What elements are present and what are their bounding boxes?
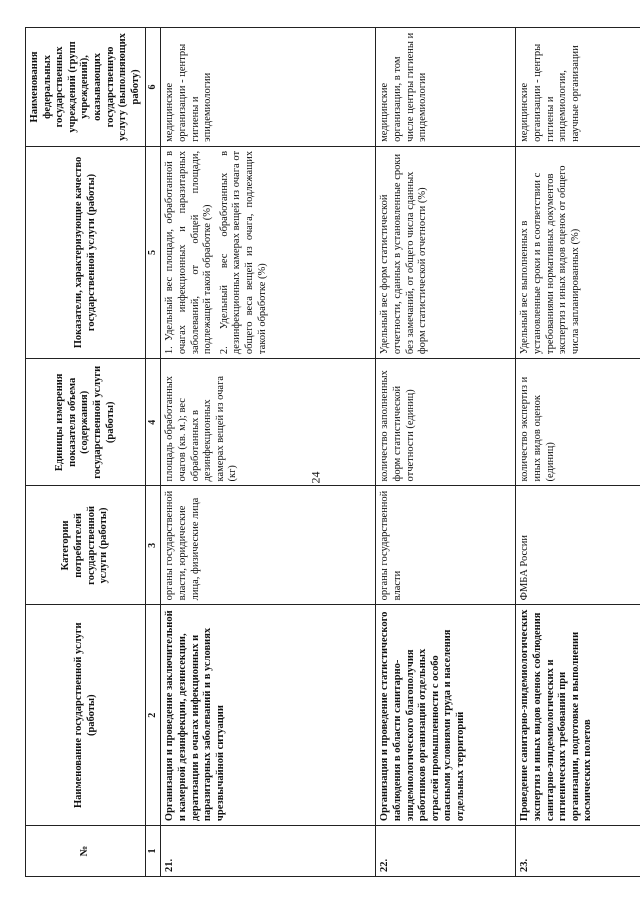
table-row bbox=[161, 28, 376, 877]
column-number: 1 bbox=[146, 826, 161, 877]
header-number: № bbox=[26, 826, 146, 877]
table-row bbox=[376, 28, 516, 877]
row-number: 22. bbox=[376, 826, 516, 877]
institutions: медицинские организации - центры гигиены и эпидемиологии bbox=[161, 28, 376, 147]
header-service-name: Наименование государственной услуги (работы) bbox=[26, 605, 146, 826]
units: количество экспертиз и иных видов оценок (единиц) bbox=[516, 359, 640, 486]
services-table bbox=[25, 27, 640, 877]
column-number: 6 bbox=[146, 28, 161, 147]
service-name: Организация и проведение заключительной и камерной дезинфекции, дезинсекции, дератизации в очагах инфекционных и паразитарных заболеваний и в условиях чрезвычайной ситуации bbox=[161, 605, 376, 826]
units: площадь обработанных очагов (кв. м.); вес обработанных в дезинфекционных камерах вещей из очага (кг) bbox=[161, 359, 376, 486]
column-number: 5 bbox=[146, 146, 161, 358]
institutions: медицинские организации, в том числе центры гигиены и эпидемиологии bbox=[376, 28, 516, 147]
column-number: 4 bbox=[146, 359, 161, 486]
consumers: органы государственной власти bbox=[376, 486, 516, 605]
consumers: органы государственной власти, юридические лица, физические лица bbox=[161, 486, 376, 605]
column-number: 2 bbox=[146, 605, 161, 826]
quality-indicators bbox=[376, 146, 516, 358]
header-institutions: Наименования федеральных государственных учреждений (групп учреждений), оказывающих государственную услугу (выполняющих работу) bbox=[26, 28, 146, 147]
quality-indicator: 1. Удельный вес площади, обработанной в очагах инфекционных и паразитарных заболеваний, от общей площади, подлежащей такой обработке (%) bbox=[164, 150, 214, 355]
header-row bbox=[26, 28, 146, 877]
quality-indicators bbox=[161, 146, 376, 358]
rotated-table-container bbox=[25, 27, 615, 877]
header-units: Единицы измерения показателя объема (содержания) государственной услуги (работы) bbox=[26, 359, 146, 486]
table-row bbox=[516, 28, 640, 877]
page-number: 24 bbox=[308, 471, 323, 484]
header-quality: Показатели, характеризующие качество государственной услуги (работы) bbox=[26, 146, 146, 358]
row-number: 21. bbox=[161, 826, 376, 877]
service-name: Организация и проведение статистического наблюдения в области санитарно-эпидемиологического благополучия работников организаций отдельных отраслей промышленности с особо опасными условиями труда и населения отдельных территорий bbox=[376, 605, 516, 826]
quality-indicator: Удельный вес выполненных в установленные сроки и в соответствии с требованиями нормативных документов экспертиз и иных видов оценок от общего числа запланированных (%) bbox=[519, 165, 581, 355]
service-name: Проведение санитарно-эпидемиологических экспертиз и иных видов оценок соблюдения санитарно-эпидемиологических и гигиенических требований при организации, подготовке и выполнении космических полетов bbox=[516, 605, 640, 826]
quality-indicator: 2. Удельный вес обработанных в дезинфекционных камерах вещей из очага от общего веса вещей из очага, подлежащих такой обработке (%) bbox=[218, 150, 268, 355]
units: количество заполненных форм статистической отчетности (единиц) bbox=[376, 359, 516, 486]
quality-indicator: Удельный вес форм статистической отчетности, сданных в установленные сроки без замечаний, от общего числа сданных форм статистической отчетности (%) bbox=[379, 153, 429, 355]
institutions: медицинские организации - центры гигиены и эпидемиологии, научные организации bbox=[516, 28, 640, 147]
column-number: 3 bbox=[146, 486, 161, 605]
row-number: 23. bbox=[516, 826, 640, 877]
consumers: ФМБА России bbox=[516, 486, 640, 605]
column-number-row bbox=[146, 28, 161, 877]
header-consumers: Категории потребителей государственной услуги (работы) bbox=[26, 486, 146, 605]
quality-indicators bbox=[516, 146, 640, 358]
